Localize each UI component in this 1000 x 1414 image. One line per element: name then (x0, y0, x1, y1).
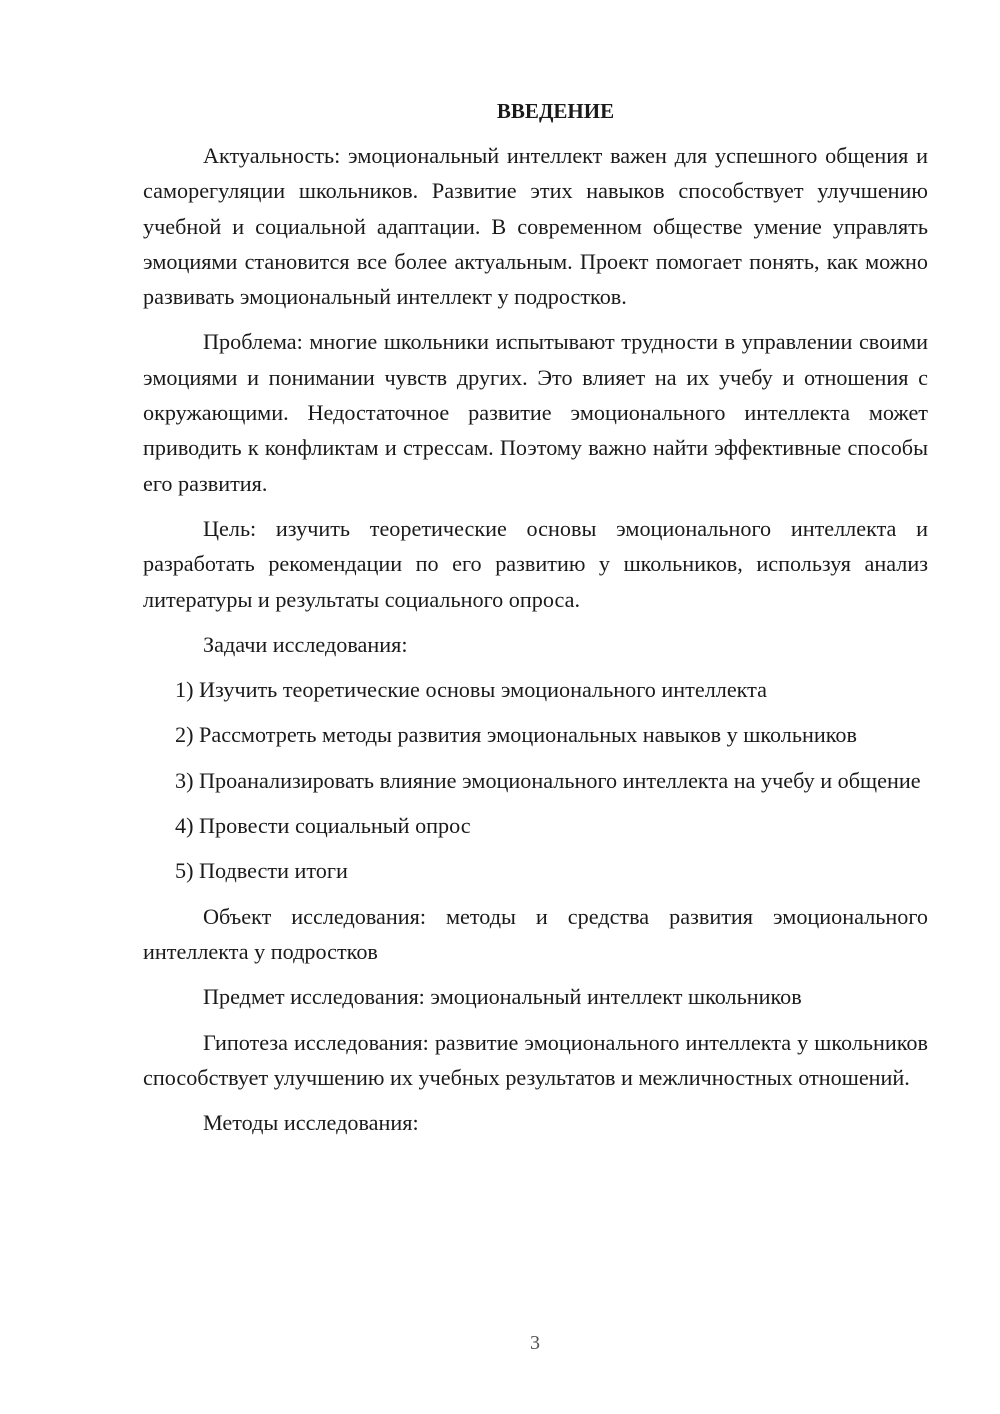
document-page (143, 96, 928, 1150)
paragraph-relevance: Актуальность: эмоциональный интеллект важен для успешного общения и саморегуляции школьников. Развитие этих навыков способствует улучшению учебной и социальной адаптации. В современном обществе умение управлять эмоциями становится все более актуальным. Проект помогает понять, как можно развивать эмоциональный интеллект у подростков. (143, 143, 928, 310)
paragraph-object: Объект исследования: методы и средства развития эмоционального интеллекта у подростков (143, 903, 928, 964)
paragraph-goal: Цель: изучить теоретические основы эмоционального интеллекта и разработать рекомендации по его развитию у школьников, используя анализ литературы и результаты социального опроса. (143, 515, 928, 612)
list-item: 5) Подвести итоги (175, 858, 348, 884)
page-number: 3 (530, 1332, 540, 1354)
list-item: 2) Рассмотреть методы развития эмоциональных навыков у школьников (175, 722, 857, 748)
page-title: ВВЕДЕНИЕ (496, 99, 615, 123)
paragraph-hypothesis: Гипотеза исследования: развитие эмоционального интеллекта у школьников способствует улучшению их учебных результатов и межличностных отношений. (143, 1029, 928, 1090)
list-item: 3) Проанализировать влияние эмоционального интеллекта на учебу и общение (175, 767, 921, 793)
tasks-heading: Задачи исследования: (203, 631, 408, 657)
paragraph-subject: Предмет исследования: эмоциональный интеллект школьников (203, 984, 802, 1010)
list-item: 4) Провести социальный опрос (175, 813, 471, 839)
paragraph-problem: Проблема: многие школьники испытывают трудности в управлении своими эмоциями и понимании чувств других. Это влияет на их учебу и отношения с окружающими. Недостаточное развитие эмоционального интеллекта может приводить к конфликтам и стрессам. Поэтому важно найти эффективные способы его развития. (143, 329, 928, 496)
tasks-list (143, 672, 928, 888)
methods-heading: Методы исследования: (203, 1110, 419, 1136)
list-item: 1) Изучить теоретические основы эмоционального интеллекта (175, 677, 767, 703)
